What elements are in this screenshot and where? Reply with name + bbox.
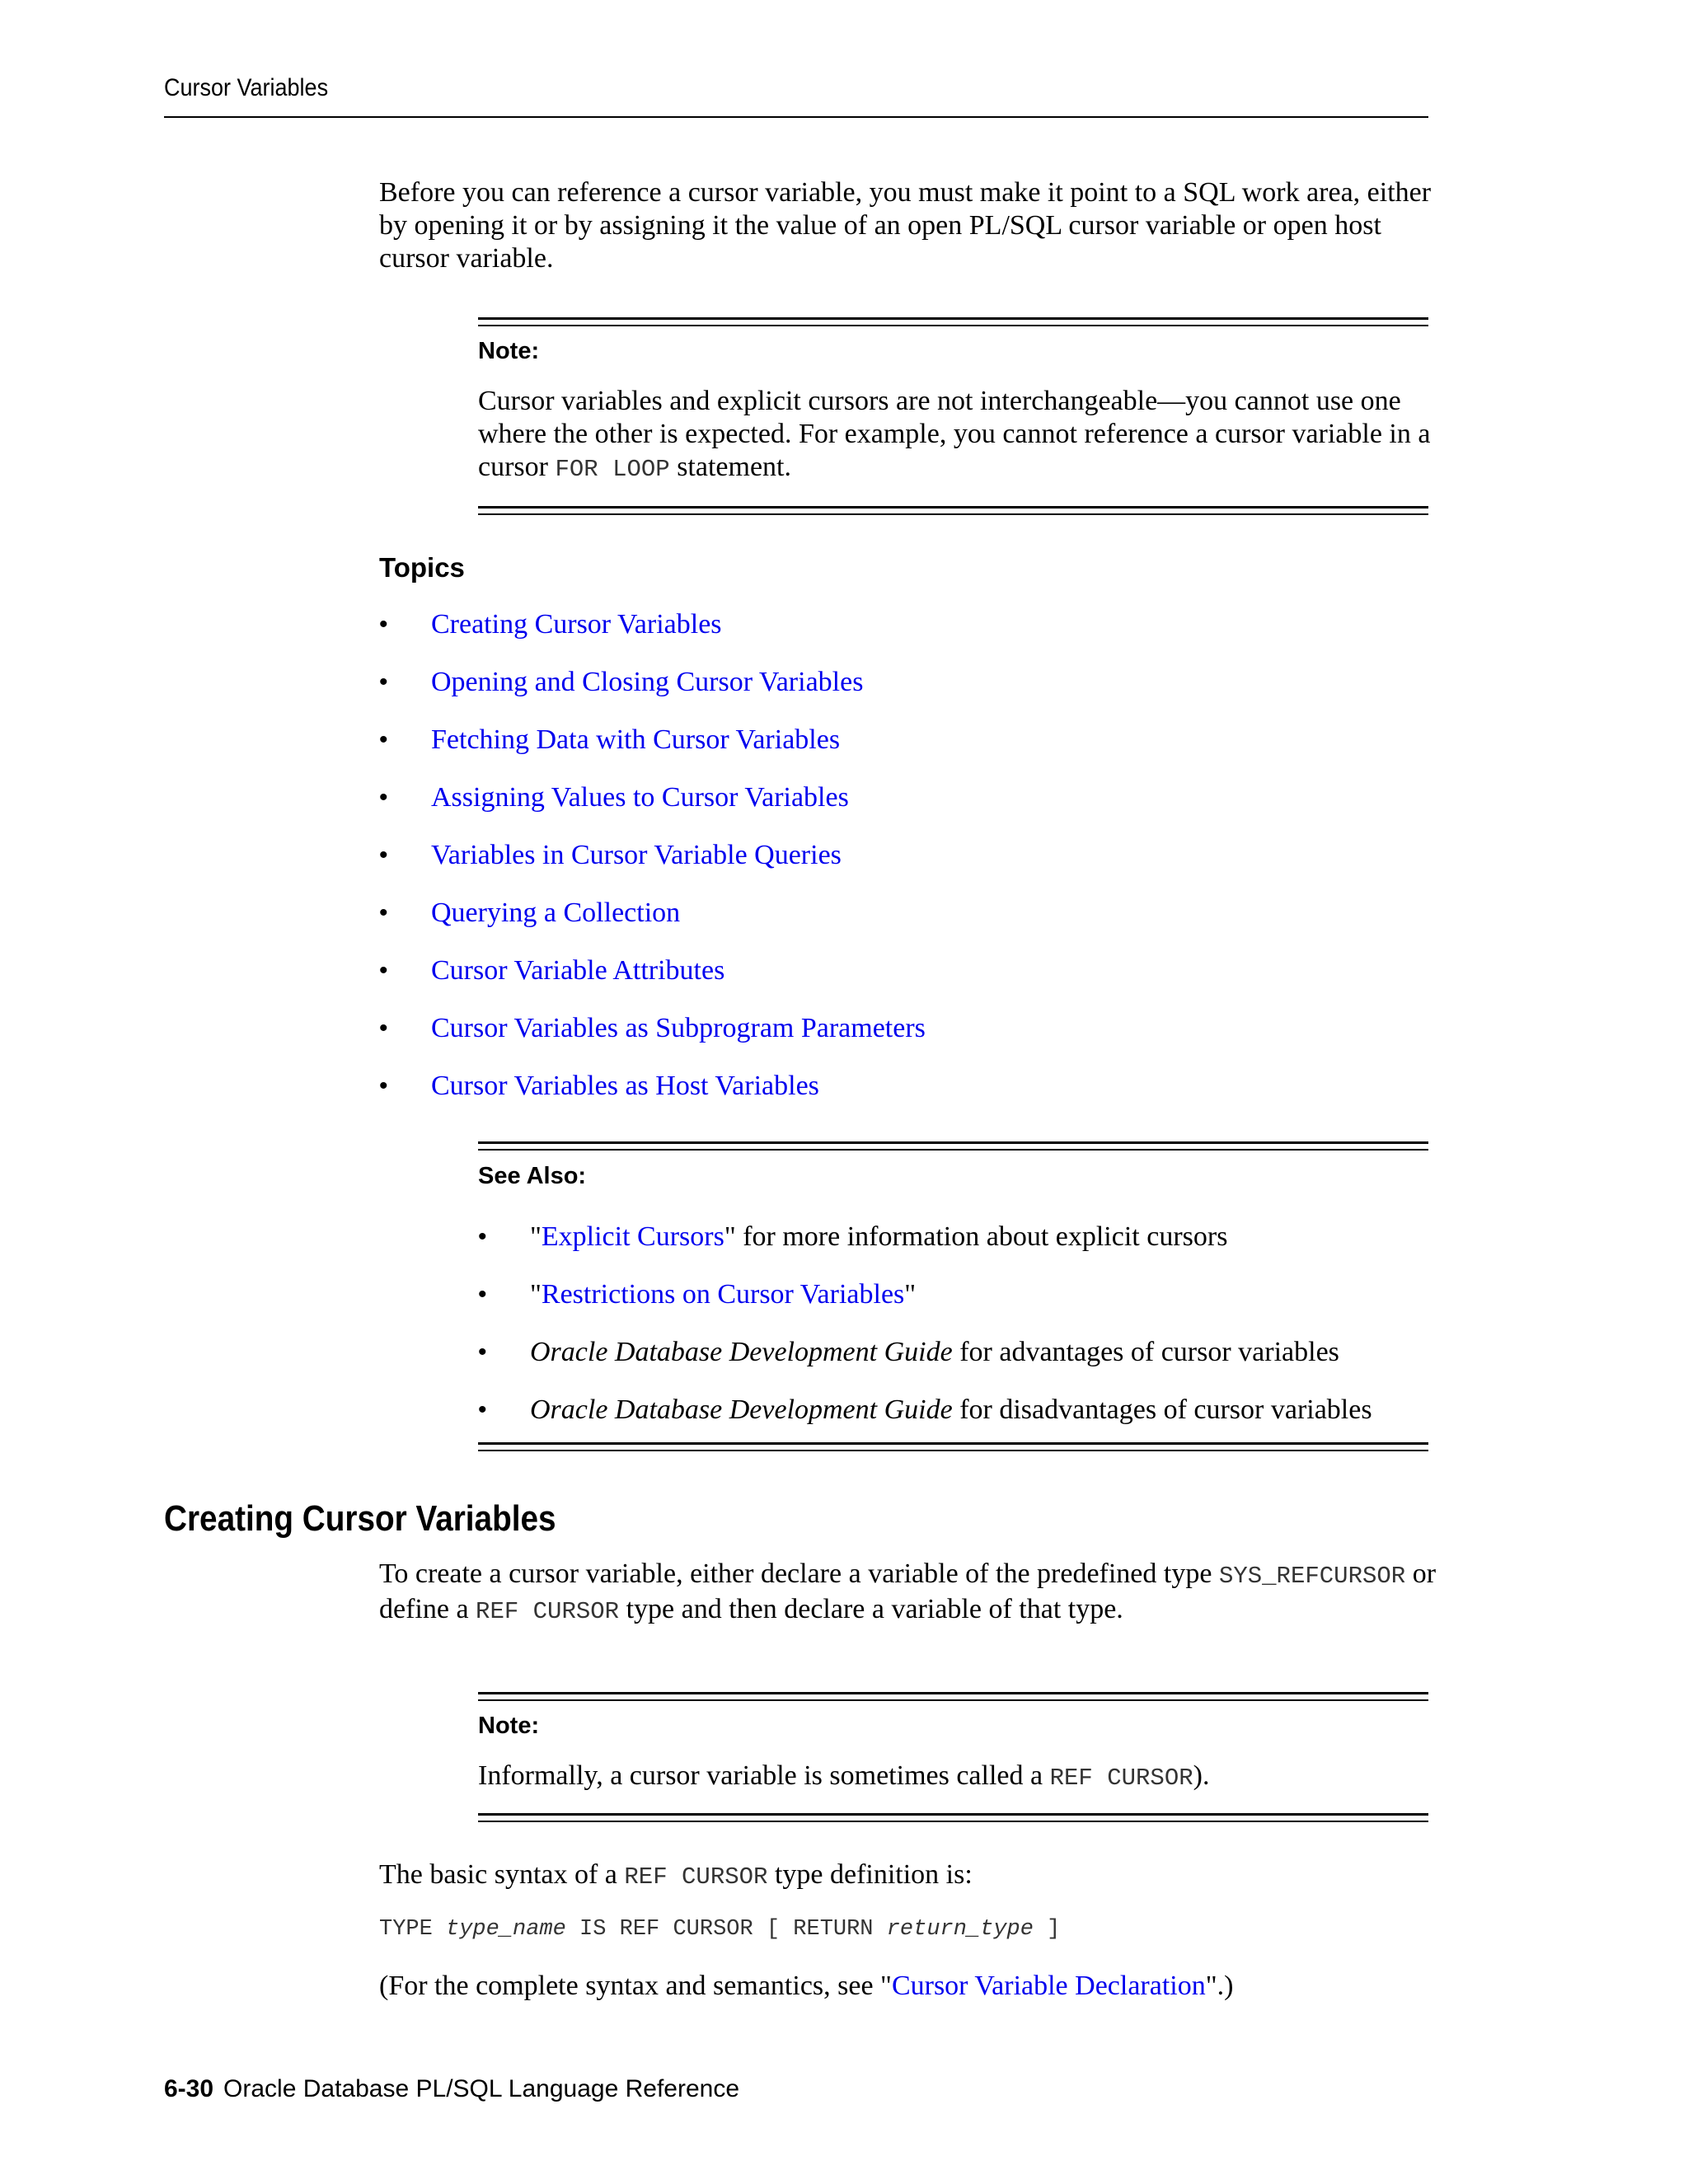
closing-paragraph [379, 1970, 1442, 2003]
topic-link-querying-collection[interactable]: Querying a Collection [431, 898, 681, 928]
bullet: • [379, 1072, 388, 1099]
header-rule [164, 116, 1428, 118]
topic-link-variables-queries[interactable]: Variables in Cursor Variable Queries [431, 840, 842, 870]
see-also-text: "Restrictions on Cursor Variables" [530, 1279, 917, 1310]
text-part: To create a cursor variable, either declare a variable of the predefined type [379, 1558, 1219, 1589]
text-part: ".) [1205, 1971, 1234, 2001]
syntax-intro [379, 1858, 1442, 1894]
syntax-keyword: TYPE [379, 1917, 447, 1942]
text-part: type definition is: [767, 1859, 973, 1890]
see-also-link-restrictions[interactable]: Restrictions on Cursor Variables [541, 1279, 905, 1310]
topic-link-opening-closing[interactable]: Opening and Closing Cursor Variables [431, 667, 864, 697]
book-title: Oracle Database Development Guide [530, 1337, 953, 1367]
code-ref-cursor: REF CURSOR [476, 1598, 620, 1625]
bullet: • [478, 1223, 487, 1250]
see-also-text [530, 1394, 1372, 1427]
topic-link-attributes[interactable]: Cursor Variable Attributes [431, 955, 725, 986]
note-text [478, 385, 1442, 486]
note-text-part: Cursor variables and explicit cursors are not interchangeable—you cannot use one where the other is expected. For example, you cannot reference a cursor variable in a cursor [478, 386, 1431, 482]
topic-link-subprogram-parameters[interactable]: Cursor Variables as Subprogram Parameters [431, 1013, 926, 1043]
topic-link-host-variables[interactable]: Cursor Variables as Host Variables [431, 1071, 819, 1101]
topic-link-assigning[interactable]: Assigning Values to Cursor Variables [431, 782, 849, 813]
note-top-rule [478, 317, 1428, 326]
book-title: Oracle Database Development Guide [530, 1394, 953, 1425]
running-head: Cursor Variables [164, 74, 329, 101]
bullet: • [478, 1281, 487, 1308]
see-also-text-part: for advantages of cursor variables [952, 1337, 1339, 1367]
syntax-code [379, 1917, 1060, 1942]
section-heading: Creating Cursor Variables [164, 1498, 556, 1539]
page-footer [164, 2075, 739, 2103]
note-text-part: Informally, a cursor variable is sometimes called a [478, 1760, 1050, 1791]
topics-heading: Topics [379, 552, 465, 583]
text-part: (For the complete syntax and semantics, see " [379, 1971, 892, 2001]
bullet: • [379, 957, 388, 984]
note2-text [478, 1760, 1442, 1795]
code-sys-refcursor: SYS_REFCURSOR [1218, 1563, 1406, 1590]
see-also-bottom-rule [478, 1442, 1428, 1451]
topic-link-creating[interactable]: Creating Cursor Variables [431, 609, 722, 640]
bullet: • [478, 1396, 487, 1423]
note2-top-rule [478, 1692, 1428, 1701]
page-number: 6-30 [164, 2075, 214, 2102]
note2-bottom-rule [478, 1813, 1428, 1822]
note-label: Note: [478, 338, 540, 364]
see-also-label: See Also: [478, 1163, 587, 1189]
text-part: The basic syntax of a [379, 1859, 625, 1890]
syntax-keyword: IS REF CURSOR [ RETURN [565, 1917, 887, 1942]
bullet: • [379, 1015, 388, 1042]
see-also-text: "Explicit Cursors" for more information about explicit cursors [530, 1221, 1228, 1252]
code-for-loop: FOR LOOP [555, 456, 670, 483]
note-text-part: statement. [669, 452, 791, 482]
syntax-keyword: ] [1033, 1917, 1061, 1942]
book-title-footer: Oracle Database PL/SQL Language Reference [223, 2075, 740, 2102]
bullet: • [379, 726, 388, 753]
text-part: type and then declare a variable of that type. [619, 1594, 1123, 1624]
bullet: • [379, 784, 388, 811]
code-ref-cursor: REF CURSOR [1049, 1765, 1193, 1792]
bullet: • [379, 611, 388, 638]
see-also-text-part: for disadvantages of cursor variables [952, 1394, 1372, 1425]
note-text-part: ). [1193, 1760, 1210, 1791]
note-bottom-rule [478, 506, 1428, 515]
see-also-text [530, 1336, 1339, 1369]
intro-paragraph: Before you can reference a cursor variable, you must make it point to a SQL work area, either by opening it or by assigning it the value of an open PL/SQL cursor variable or open host cursor variable. [379, 177, 1432, 274]
section-paragraph [379, 1558, 1442, 1629]
syntax-placeholder: return_type [886, 1917, 1034, 1942]
link-cursor-variable-declaration[interactable]: Cursor Variable Declaration [891, 1971, 1206, 2001]
see-also-link-explicit-cursors[interactable]: Explicit Cursors [541, 1221, 724, 1252]
see-also-top-rule [478, 1141, 1428, 1151]
topic-link-fetching[interactable]: Fetching Data with Cursor Variables [431, 724, 841, 755]
syntax-placeholder: type_name [446, 1917, 566, 1942]
text-part: or define a [379, 1558, 1437, 1624]
bullet: • [478, 1338, 487, 1366]
bullet: • [379, 668, 388, 696]
bullet: • [379, 899, 388, 926]
see-also-text-part: " for more information about explicit cursors [724, 1221, 1228, 1252]
bullet: • [379, 841, 388, 869]
note2-label: Note: [478, 1713, 540, 1739]
code-ref-cursor: REF CURSOR [624, 1863, 768, 1891]
